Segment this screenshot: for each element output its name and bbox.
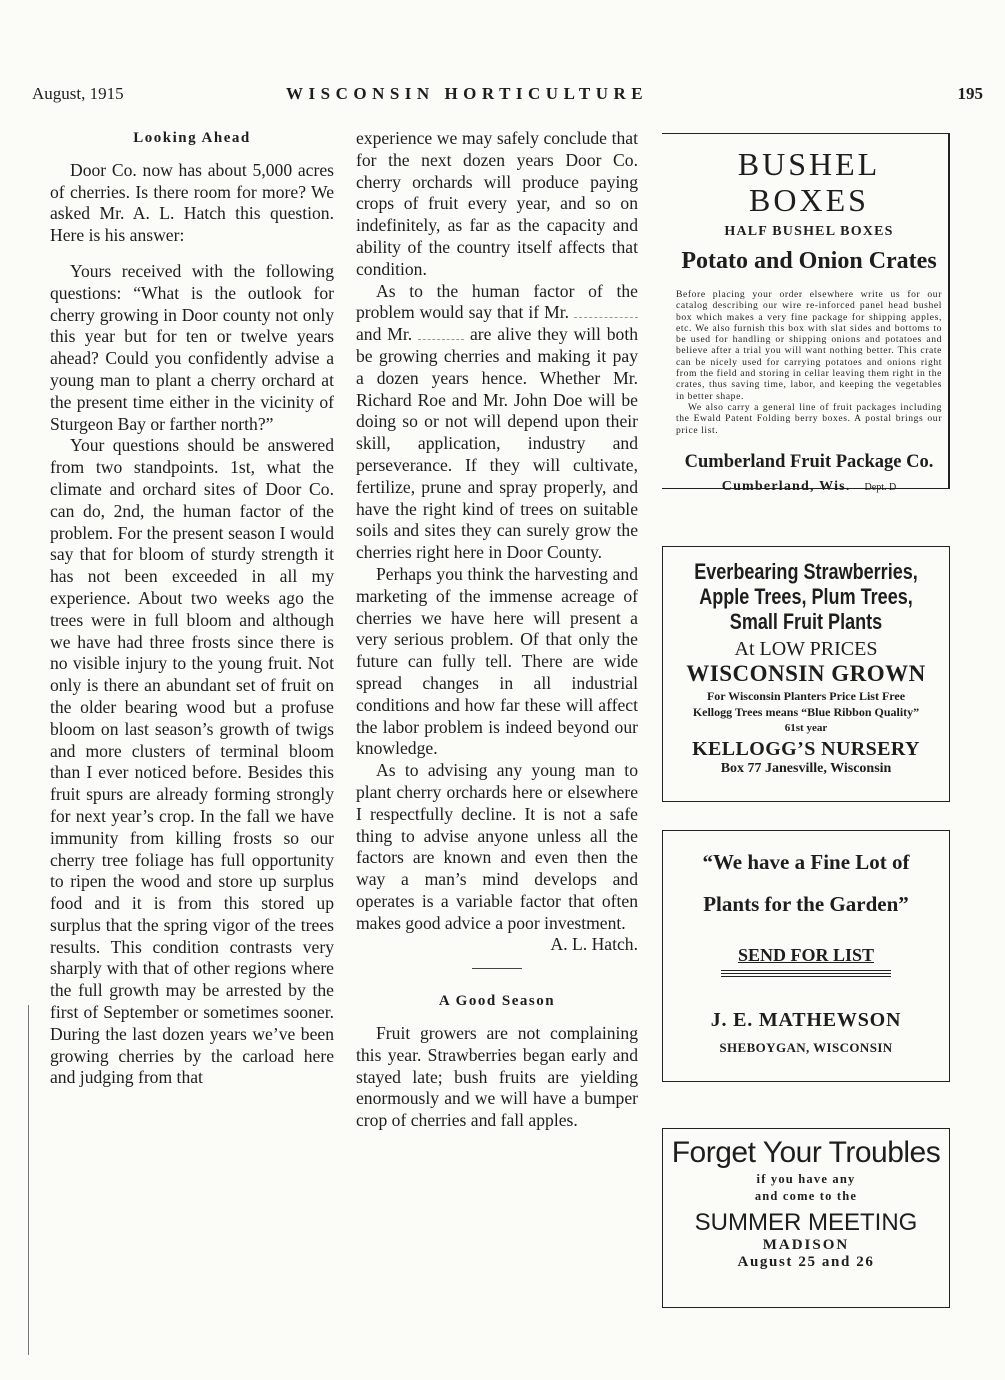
redacted-name-blank (418, 325, 464, 340)
ad-price-list: For Wisconsin Planters Price List Free (706, 689, 906, 703)
ad-address-line (676, 477, 942, 495)
article-paragraph: Perhaps you think the harvesting and marketing of the immense acreage of cherries we have here will present a very serious problem. Of that only the future can fully tell. There are wide spread changes in all industrial conditions and how far these will affect the labor problem is indeed beyond our knowledge. (356, 563, 638, 759)
article-intro: Door Co. now has about 5,000 acres of cherries. Is there room for more? We asked Mr. A. L. Hatch this question. Here is his answer: (50, 159, 334, 246)
article-column-1 (50, 128, 334, 1089)
article-paragraph: Fruit growers are not complaining this year. Strawberries began early and stayed late; bush fruits are yielding enormously and we will have a bumper crop of cherries and fall apples. (356, 1023, 638, 1131)
journal-title: WISCONSIN HORTICULTURE (286, 84, 649, 103)
ad-seller-name: J. E. MATHEWSON (710, 1009, 902, 1031)
ad-quality: Kellogg Trees means “Blue Ribbon Quality” (692, 705, 920, 719)
article-paragraph-human-factor (356, 281, 638, 564)
ad-address: Cumberland, Wis. (721, 478, 851, 494)
article-paragraph: Yours received with the following questions: “What is the outlook for cherry growing in Door county not only this year but for ten or twelve years ahead? Could you confidently advise a young man to plant a cherry orchard at the present time either in the vicinity of Sturgeon Bay or farther north?” (50, 260, 334, 434)
human-factor-text-b: and Mr. (356, 324, 413, 345)
article-signature: A. L. Hatch. (550, 934, 638, 955)
ad-send-for-list: SEND FOR LIST (737, 945, 875, 965)
ad-title: Forget Your Troubles (671, 1136, 941, 1169)
ad-product: Potato and Onion Crates (681, 248, 937, 274)
article-paragraph: Your questions should be answered from two standpoints. 1st, what the climate and orchard sites of Door Co. can do, 2nd, the human factor of the problem. For the present season I would say that for bloom of sturdy strength it has not been exceeded in all my experience. About two weeks ago the trees were in full bloom and although we have had three frosts since there is no visible injury to the young fruit. Not only is there an abundant set of fruit on the older bearing wood but a profuse bloom on last season’s growth of twigs and more clusters of terminal bloom than I ever noticed before. Besides this fruit spurs are already forming strongly for next year’s crop. In the fall we have immunity from killing frosts so our cherry tree foliage has full opportunity to ripen the wood and store up surplus food and it is from this stored up surplus that the spring vigor of the trees results. This condition contrasts very sharply with that of other regions where the full growth may be arrested by the first of September or sometimes sooner. During the last dozen years we’ve been growing cherries by the carload here and judging from that (50, 435, 334, 1088)
article-paragraph: As to advising any young man to plant cherry orchards here or elsewhere I respectfully decline. It is not a safe thing to advise anyone unless all the factors are known and even then the way a man’s mind develops and operates is a variable factor that often makes good advice a poor investment. (356, 760, 638, 933)
ad-company: Cumberland Fruit Package Co. (684, 451, 934, 472)
ad-subtitle: HALF BUSHEL BOXES (724, 224, 894, 239)
issue-date: August, 1915 (32, 84, 124, 103)
ad-double-rule (721, 970, 891, 979)
section-divider (472, 968, 522, 969)
ad-nursery-name: KELLOGG’S NURSERY (692, 738, 920, 760)
redacted-name-blank (574, 303, 638, 318)
ad-quote-line-2: Plants for the Garden” (703, 892, 909, 916)
article-title-looking-ahead: Looking Ahead (133, 130, 251, 146)
ad-event-city: MADISON (762, 1237, 850, 1253)
article-title-good-season: A Good Season (438, 993, 556, 1010)
ad-seller-city: SHEBOYGAN, WISCONSIN (719, 1040, 893, 1055)
ad-dept: Dept. D (864, 481, 897, 493)
ad-wisconsin-grown: WISCONSIN GROWN (686, 661, 926, 686)
ad-title: BUSHEL BOXES (737, 146, 881, 218)
ad-bushel-boxes (662, 133, 950, 494)
ad-quote-line-1: “We have a Fine Lot of (702, 850, 910, 874)
ad-prices: At LOW PRICES (734, 638, 878, 660)
ad-event-name: SUMMER MEETING (694, 1209, 918, 1236)
ad-summer-meeting (662, 1128, 950, 1308)
ad-line-2: and come to the (754, 1189, 858, 1203)
article-paragraph-continued: experience we may safely conclude that for the next dozen years Door Co. cherry orchards will produce paying crops of fruit every year, and so on indefinitely, as far as the capacity and ability of the country itself affects that condition. (356, 128, 638, 279)
ad-body: Before placing your order elsewhere write us for our catalog describing our wire re-inforced panel head bushel box which makes a very fine package for shipping apples, etc. We also furnish this box with slat sides and bottoms to be used for handling or shipping onions and potatoes and believe after a trial you will want nothing better. This crate can be nicely used for carrying potatoes and onions right from the field and storing in cellar leaving them right in the crates, thus saving time, labor, and keeping the vegetables in better shape. (676, 289, 942, 402)
margin-rule (28, 1005, 29, 1355)
ad-address: Box 77 Janesville, Wisconsin (720, 761, 892, 776)
page-header (0, 84, 1005, 108)
article-column-2 (356, 128, 638, 1132)
ad-event-date: August 25 and 26 (737, 1254, 875, 1270)
human-factor-text-a: As to the human factor of the problem would say that if Mr. (356, 280, 638, 323)
ad-body-2: We also carry a general line of fruit packages including the Ewald Patent Folding berry boxes. A postal brings our price list. (676, 401, 942, 436)
ad-mathewson (662, 830, 950, 1082)
human-factor-text-c: are alive they will both be growing cherries and making it pay a dozen years hence. Whether Mr. Richard Roe and Mr. John Doe will be doing so or not will depend upon their skill, application, industry and perseverance. If they will cultivate, fertilize, prune and spray properly, and have the right kind of trees on suitable soils and sites they can surely grow the cherries right here in Door County. (356, 324, 639, 563)
ad-kelloggs-nursery (662, 546, 950, 802)
ad-year: 61st year (784, 722, 828, 734)
ad-headline: Everbearing Strawberries, Apple Trees, Plum Trees, Small Fruit Plants (694, 559, 918, 634)
page-number: 195 (957, 84, 983, 103)
ad-line-1: if you have any (756, 1172, 856, 1186)
